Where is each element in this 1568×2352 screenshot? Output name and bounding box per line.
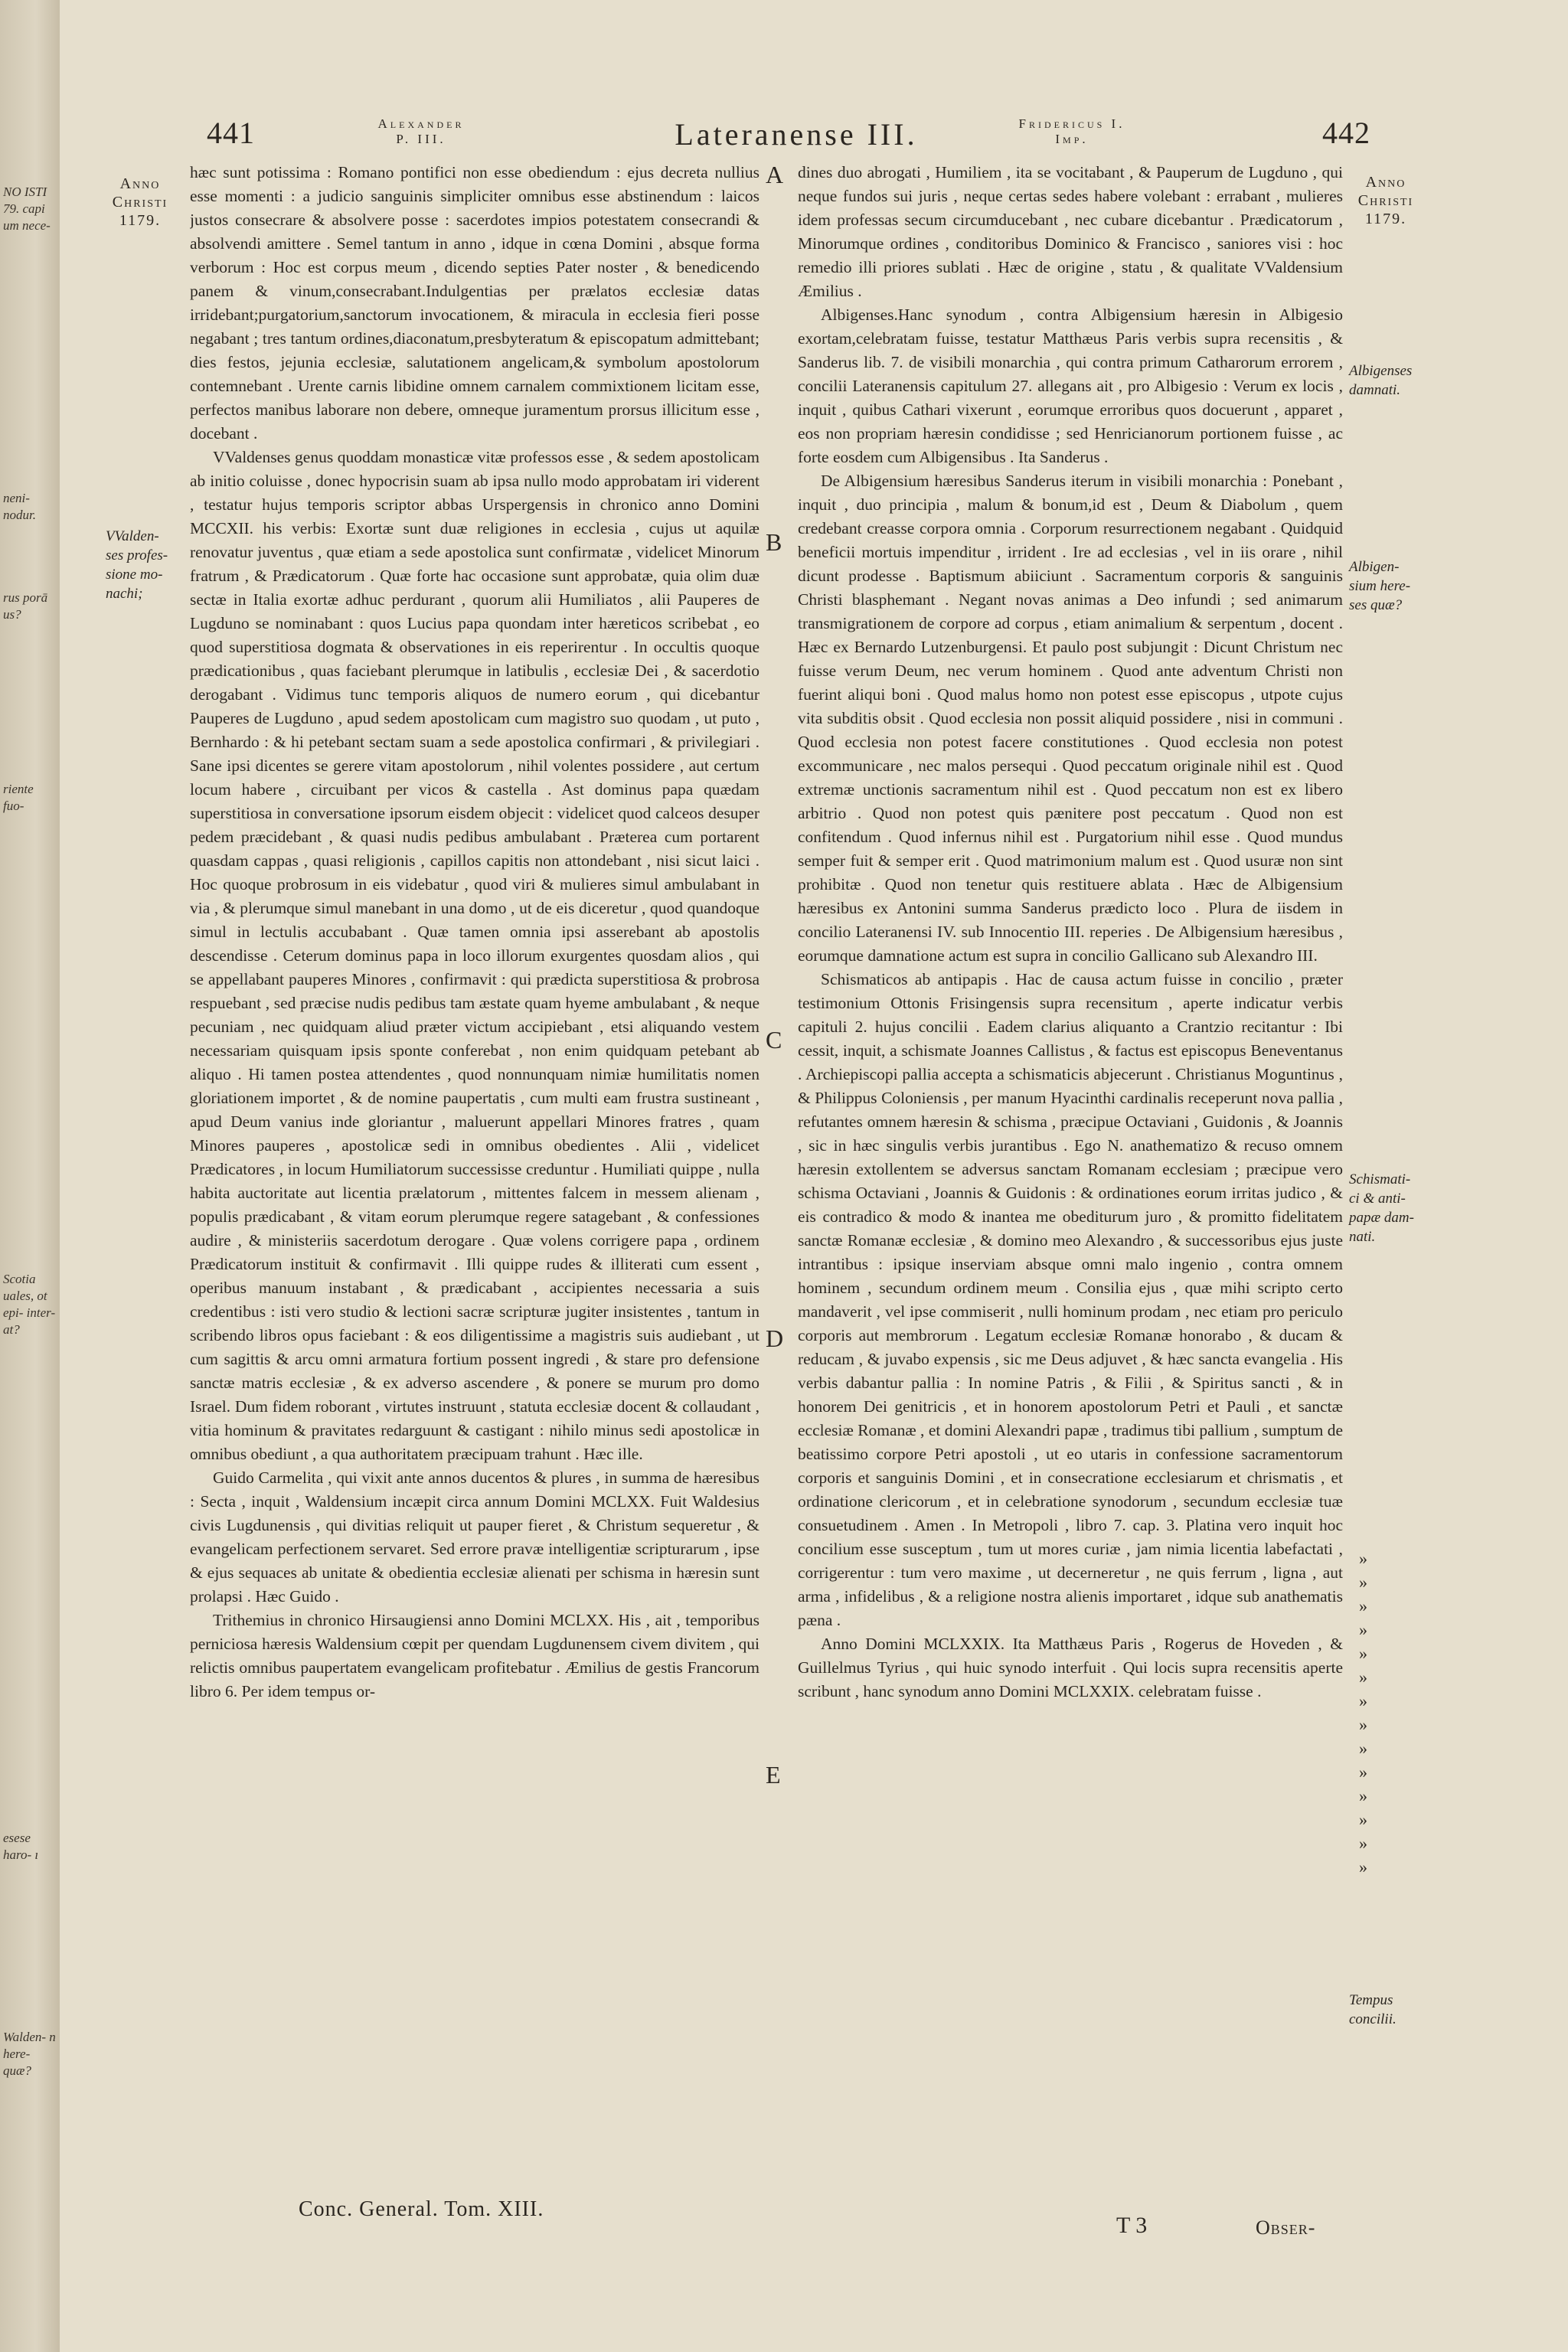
page-title: Lateranense III.: [675, 117, 918, 152]
left-page-number: 441: [207, 116, 255, 150]
paragraph: Anno Domini MCLXXIX. Ita Matthæus Paris , Rogerus de Hoveden , & Guillelmus Tyrius , qui huic synodo interfuit . Qui locis supra recensitis aperte scribunt , hanc synodum anno Domini MCLXXIX. celebratam fuisse .: [798, 1635, 1343, 1700]
gutter-fragment: neni- nodur.: [3, 491, 36, 522]
sheet-signature-mark: T 3: [1116, 2213, 1148, 2238]
catchword: Obser-: [1256, 2216, 1316, 2239]
gutter-fragment: Scotia uales, ot epi- inter- at?: [3, 1272, 56, 1337]
section-letter-e: E: [766, 1761, 781, 1788]
paragraph: De Albigensium hæresibus Sanderus iterum in visibili monarchia : Ponebant , inquit , duo principia , malum & bonum,id est , Deum & Diabolum , quem credebant creasse corpora omnia . Corporum resurrectionem negabant . Quidquid beneficii mortuis impenditur , irrident . Ire ad ecclesias , vel in iis orare , nihil dicunt prodesse . Baptismum abiiciunt . Sacramentum corporis & sanguinis Christi blasphemant . Negant novas animas a Deo infundi ; sed animarum transmigrationem de corpore ad corpus , etiam animalium & serpentum , docent . Hæc ex Bernardo Lutzenburgensi. Et paulo post subjungit : Dicunt Christum nec fuisse verum Deum, nec verum hominem . Quod ante adventum Christi non fuerint aliqui boni . Quod malus homo non potest esse episcopus , utpote cujus vita subditis obsit . Quod ecclesia non possit aliquid possidere , nisi in communi . Quod ecclesia non potest facere constitutiones . Quod ecclesia non potest excommunicare , nec malos persequi . Quod peccatum originale nihil est . Quod extremæ unctionis sacramentum nihil est . Quod peccatum non est ex libero arbitrio . Quod non potest quis pænitere post peccatum . Quod non est confitendum . Quod infernus nihil est . Purgatorium nihil esse . Quod mundus semper fuit & semper erit . Quod matrimonium malum est . Quod usuræ non sint prohibitæ . Quod non tenetur quis restituere ablata . Hæc de Albigensium hæresibus ex Antonini summa Sanderus prædicto loco . Plura de iisdem in concilio Lateranensi IV. sub Innocentio III. reperies . De Albigensium hæresibus , eorumque damnatione actum est supra in concilio Gallicano sub Alexandro III.: [798, 472, 1343, 965]
margin-note-albigenses-damnati: Albigenses damnati.: [1349, 363, 1413, 398]
paragraph: dines duo abrogati , Humiliem , ita se vocitabant , & Pauperum de Lugduno , qui neque fundos sui juris , neque certas sedes habere volebant : errabant , mulieres idem professas secum circumducebant , nec cubare dicebantur . Prædicatorum , Minorumque ordines , conditoribus Dominico & Francisco , saniores visi : hoc remedio illi priores sublati . Hæc de origine , statu , & qualitate VValdensium Æmilius .: [798, 163, 1343, 300]
gutter-fragment: riente fuo-: [3, 782, 34, 813]
section-letter-a: A: [766, 161, 784, 188]
facing-page-edge: [0, 0, 60, 2352]
paragraph: Schismaticos ab antipapis . Hac de causa actum fuisse in concilio , præter testimonium Ottonis Frisingensis supra recensitum , aperte indicatur verbis capituli 2. hujus concilii . Eadem clarius aliquanto a Crantzio recitantur : Ibi cessit, inquit, a schismate Joannes Callistus , & factus est episcopus Beneventanus . Archiepiscopi pallia accepta a schismaticis abjecerunt . Christianus Moguntinus , & Philippus Coloniensis , per manum Hyacinthi cardinalis receperunt nova pallia , refutantes omnem hæresin & schisma , præcipue Octaviani , Guidonis , & Joannis , sic in hæc singulis verbis jurantibus . Ego N. anathematizo & recuso omnem hæresin extollentem se adversus sanctam Romanam ecclesiam ; præcipue vero schisma Octaviani , Joannis & Guidonis : & ordinationes eorum irritas judico , & eis contradico & modo & inantea me obediturum juro , & promitto fidelitatem sanctæ Romanæ ecclesiæ , & domino meo Alexandro , & successoribus ejus juste intrantibus : ipsique inserviam absque omni malo ingenio , contra omnem hominem , secundum ordinem meum . Consilia ejus , quæ mihi scripto certo mandaverit , vel ipse commiserit , nulli hominum prodam , nec etiam pro periculo corporis aut membrorum . Legatum ecclesiæ Romanæ honorabo , & ducam & reducam , & juvabo expensis , sic me Deus adjuvet , & hæc sancta evangelia . His verbis dabantur pallia : In nomine Patris , & Filii , & Spiritus sancti , & in honorem Dei genitricis , et in honorem apostolorum Petri et Pauli , et sanctæ ecclesiæ Romanæ , et domini Alexandri papæ , tradimus tibi pallium , sumptum de beatissimo corpore Petri apostoli , ut eo utaris in confessione sacramentorum corporis et sanguinis Domini , et in consecratione ecclesiarum et chrismatis , et ordinatione clericorum , et in celebratione synodorum , secundum ecclesiæ tuæ consuetudinem . Amen . In Metropoli , libro 7. cap. 3. Platina vero inquit hoc concilium esse susceptum , tum ut mores curiæ , jam nimia licentia labefactati , corrigerentur : tum vero maxime , ut decerneretur , ne quis ferrum , ligna , aut arma , infidelibus , & a religione nostra alienis importaret , idque sub anathematis pæna .: [798, 970, 1343, 1629]
margin-note-tempus-concilii: Tempus concilii.: [1349, 1992, 1396, 2027]
right-running-head: Fridericus I. Imp.: [1018, 116, 1125, 146]
paragraph: VValdenses genus quoddam monasticæ vitæ professos esse , & sedem apostolicam ab initio coluisse , donec hypocrisin suam ab ipsa nullo modo approbatam iri viderent , testatur hujus temporis scriptor abbas Urspergensis in chronico anno Domini MCCXII. his verbis: Exortæ sunt duæ religiones in ecclesia , cujus ut aquilæ renovatur juventus , quæ etiam a sede apostolica sunt confirmatæ , videlicet Minorum fratrum , & Prædicatorum . Quæ forte hac occasione sunt approbatæ, quia olim duæ sectæ in Italia exortæ adhuc perdurant , quorum alii Humiliatos , alii Pauperes de Lugduno se nominabant : quos Lucius papa quondam inter hæreticos scribebat , eo quod superstitiosa dogmata & observationes in eis reperirentur . In occultis quoque prædicationibus , quas faciebant plerumque in latibulis , ecclesiæ Dei , & sacerdotio derogabant . Vidimus tunc temporis aliquos de numero eorum , qui dicebantur Pauperes de Lugduno , apud sedem apostolicam cum magistro suo quodam , ut puto , Bernhardo : & hi petebant sectam suam a sede apostolica confirmari , & privilegiari . Sane ipsi dicentes se gerere vitam apostolorum , nihil volentes possidere , aut certum locum habere , circuibant per vicos & castella . Ast dominus papa quædam superstitiosa in conversatione ipsorum eisdem objecit : videlicet quod calceos desuper pedem præcidebant , & quasi nudis pedibus ambulabant . Præterea cum portarent quasdam cappas , quasi religionis , capillos capitis non attondebant , nisi sicut laici . Hoc quoque probrosum in eis videbatur , quod viri & mulieres simul ambulabant in via , & plerumque simul manebant in una domo , ut de eis diceretur , quod quandoque simul in lectulis accubabant . Quæ tamen omnia ipsi asserebant ab apostolis descendisse . Ceterum dominus papa in loco illorum exurgentes quosdam alios , qui se appellabant pauperes Minores , confirmavit : qui prædicta superstitiosa & probrosa respuebant , sed præcise nudis pedibus tam æstate quam hyeme ambulabant , & neque pecuniam , nec quidquam aliud præter victum accipiebant , etsi aliquando vestem necessariam quisquam ipsis sponte conferebat , non enim quidquam petebant ab aliquo . Hi tamen postea attendentes , quod nonnunquam nimiæ humilitatis nomen gloriationem importet , & de nomine paupertatis , cum multi eam frustra sustineant , apud Deum vanius inde gloriantur , maluerunt appellari Minores fratres , quam Minores pauperes , apostolicæ sedi in omnibus obedientes . Alii , videlicet Prædicatores , in locum Humiliatorum successisse creduntur . Humiliati quippe , nulla habita auctoritate aut licentia prælatorum , mittentes falcem in messem alienam , populis prædicabant , & vitam eorum plerumque regere satagebant , & confessiones audire , & ministeriis sacerdotum derogare . Quæ volens corrigere papa , ordinem Prædicatorum instituit & confirmavit . Illi quippe rudes & illiterati cum essent , operibus manuum instabant , & prædicabant , accipientes necessaria a suis credentibus : isti vero studio & lectioni sacræ scripturæ jugiter insistentes , tantum in scribendo libros opus faciebant : & eos diligentissime a magistris suis audiebant , ut cum sagittis & arcu omni armatura fortium possent ingredi , & stare pro defensione sanctæ matris ecclesiæ , & ex adverso ascendere , & ponere se murum pro domo Israel. Dum fidem roborant , virtutes instruunt , statuta ecclesiæ docent & collaudant , vitia hominum & pravitates redarguunt & castigant : nihilo minus sedi apostolicæ in omnibus obediunt , a qua authoritatem præcipuam trahunt . Hæc ille.: [190, 448, 760, 1463]
section-letter-d: D: [766, 1325, 784, 1352]
margin-note-schismatici: Schismati- ci & anti- papæ dam- nati.: [1349, 1171, 1414, 1245]
margin-note-waldenses: VValden- ses profes- sione mo- nachi;: [106, 528, 168, 602]
quotation-marks-column: » » » » » » » » » » » » » »: [1359, 1549, 1367, 1877]
margin-note-albigensium-haereses: Albigen- sium here- ses quæ?: [1349, 559, 1411, 613]
left-running-head: Alexander P. III.: [377, 116, 465, 146]
anno-christi-right: Anno Christi 1179.: [1357, 174, 1414, 227]
section-letter-b: B: [766, 528, 782, 556]
paragraph: Trithemius in chronico Hirsaugiensi anno Domini MCLXX. His , ait , temporibus perniciosa hæresis Waldensium cœpit per quendam Lugdunensem civem divitem , qui relictis omnibus paupertatem evangelicam profitebatur . Æmilius de gestis Francorum libro 6. Per idem tempus or-: [190, 1611, 760, 1700]
gutter-fragment: rus porā us?: [3, 590, 48, 622]
paragraph: Albigenses.Hanc synodum , contra Albigensium hæresin in Albigesio exortam,celebratam fuisse, testatur Matthæus Paris verbis supra recensitis , & Sanderus lib. 7. de visibili monarchia , qui contra primum Catharorum errorem , concilii Lateranensis capitulum 27. allegans ait , pro Albigesio : Verum ex locis , inquit , quibus Cathari vixerunt , eorumque erroribus quos docuerunt , apparet , eos non propriam hæresin condidisse ; sed Henricianorum portionem fuisse , ac forte eosdem cum Albigensibus . Ita Sanderus .: [798, 305, 1343, 466]
signature-line: Conc. General. Tom. XIII.: [299, 2197, 544, 2221]
paragraph: Guido Carmelita , qui vixit ante annos ducentos & plures , in summa de hæresibus : Secta , inquit , Waldensium incæpit circa annum Domini MCLXX. Fuit Waldesius civis Lugdunensis , qui divitias reliquit ut pauper fieret , & Christum sequeretur , & evangelicam perfectionem servaret. Sed errore pravæ intelligentiæ scripturarum , ipse & ejus sequaces ab unitate & obedientia ecclesiæ alienati per schisma in hæresin sunt prolapsi . Hæc Guido .: [190, 1468, 760, 1606]
paragraph: hæc sunt potissima : Romano pontifici non esse obediendum : ejus decreta nullius esse momenti : a judicio sanguinis simpliciter omnibus esse abstinendum : laicos justos consecrare & absolvere posse : sacerdotes impios potestatem consecrandi & absolvendi amittere . Semel tantum in anno , idque in cœna Domini , absque forma verborum : Hoc est corpus meum , dicendo septies Pater noster , & benedicendo panem & vinum,consecrabant.Indulgentias per prælatos ecclesiæ datas irridebant;purgatorium,sanctorum invocationem, & miracula in ecclesia fieri posse negabant ; tres tantum ordines,diaconatum,presbyteratum & episcopatum admittebant; dies festos, jejunia ecclesiæ, salutationem angelicam,& symbolum apostolorum contemnebant . Urente carnis libidine omnem carnalem commixtionem licitam esse, perfectos manibus laborare non debere, omneque juramentum prorsus illicitum esse , docebant .: [190, 163, 760, 443]
gutter-fragment: Walden- n here- quæ?: [3, 2030, 56, 2078]
section-letter-c: C: [766, 1026, 782, 1054]
left-text-column: [190, 161, 760, 2197]
gutter-fragment: NO ISTI 79. capi um nece-: [3, 185, 51, 233]
right-page-number: 442: [1322, 116, 1370, 150]
gutter-fragment: esese haro- ı: [3, 1831, 39, 1862]
right-text-column: [798, 161, 1343, 2197]
anno-christi-left: Anno Christi 1179.: [112, 175, 168, 229]
